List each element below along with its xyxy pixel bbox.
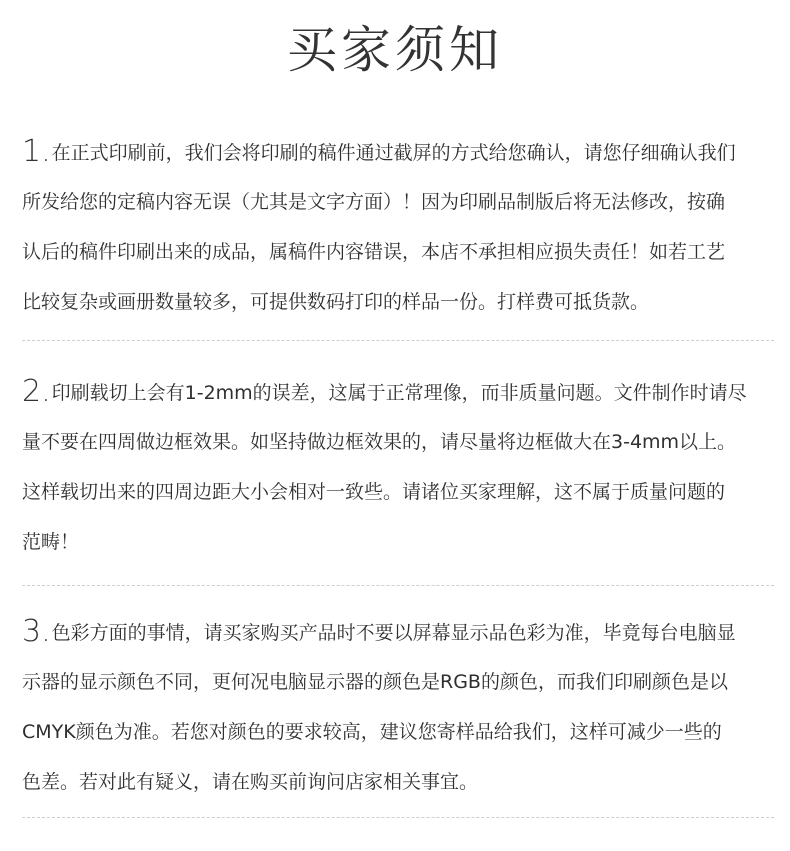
- notice-line: 示器的显示颜色不同，更何况电脑显示器的颜色是RGB的颜色，而我们印刷颜色是以: [22, 671, 728, 693]
- section-number: 2.: [22, 374, 51, 409]
- notice-line: 范畴！: [22, 531, 80, 553]
- notice-line: 量不要在四周做边框效果。如坚持做边框效果的，请尽量将边框做大在3-4mm以上。: [22, 431, 737, 453]
- notice-text: 在正式印刷前，我们会将印刷的稿件通过截屏的方式给您确认，请您仔细确认我们: [51, 142, 736, 164]
- notice-line: 这样载切出来的四周边距大小会相对一致些。请诸位买家理解，这不属于质量问题的: [22, 481, 726, 503]
- section-divider: [22, 340, 774, 341]
- page-title: 买家须知: [287, 21, 503, 79]
- notice-line: CMYK颜色为准。若您对颜色的要求较高，建议您寄样品给我们，这样可减少一些的: [22, 721, 722, 743]
- notice-line: [22, 607, 770, 657]
- notice-line: 色差。若对此有疑义，请在购买前询问店家相关事宜。: [22, 771, 479, 793]
- section-number: 3.: [22, 614, 51, 649]
- notice-line: 认后的稿件印刷出来的成品，属稿件内容错误，本店不承担相应损失责任！如若工艺: [22, 241, 726, 263]
- notice-section-3: [22, 607, 770, 807]
- section-divider: [22, 817, 774, 818]
- notice-section-1: [22, 127, 770, 327]
- notice-line: 所发给您的定稿内容无误（尤其是文字方面）！因为印刷品制版后将无法修改，按确: [22, 191, 726, 213]
- notice-section-2: [22, 367, 770, 567]
- notice-text: 色彩方面的事情，请买家购买产品时不要以屏幕显示品色彩为准，毕竟每台电脑显: [51, 622, 736, 644]
- section-divider: [22, 585, 774, 586]
- notice-line: [22, 127, 770, 177]
- section-number: 1.: [22, 134, 51, 169]
- notice-line: 比较复杂或画册数量较多，可提供数码打印的样品一份。打样费可抵货款。: [22, 291, 650, 313]
- notice-text: 印刷载切上会有1-2mm的误差，这属于正常理像，而非质量问题。文件制作时请尽: [51, 382, 747, 404]
- notice-line: [22, 367, 770, 417]
